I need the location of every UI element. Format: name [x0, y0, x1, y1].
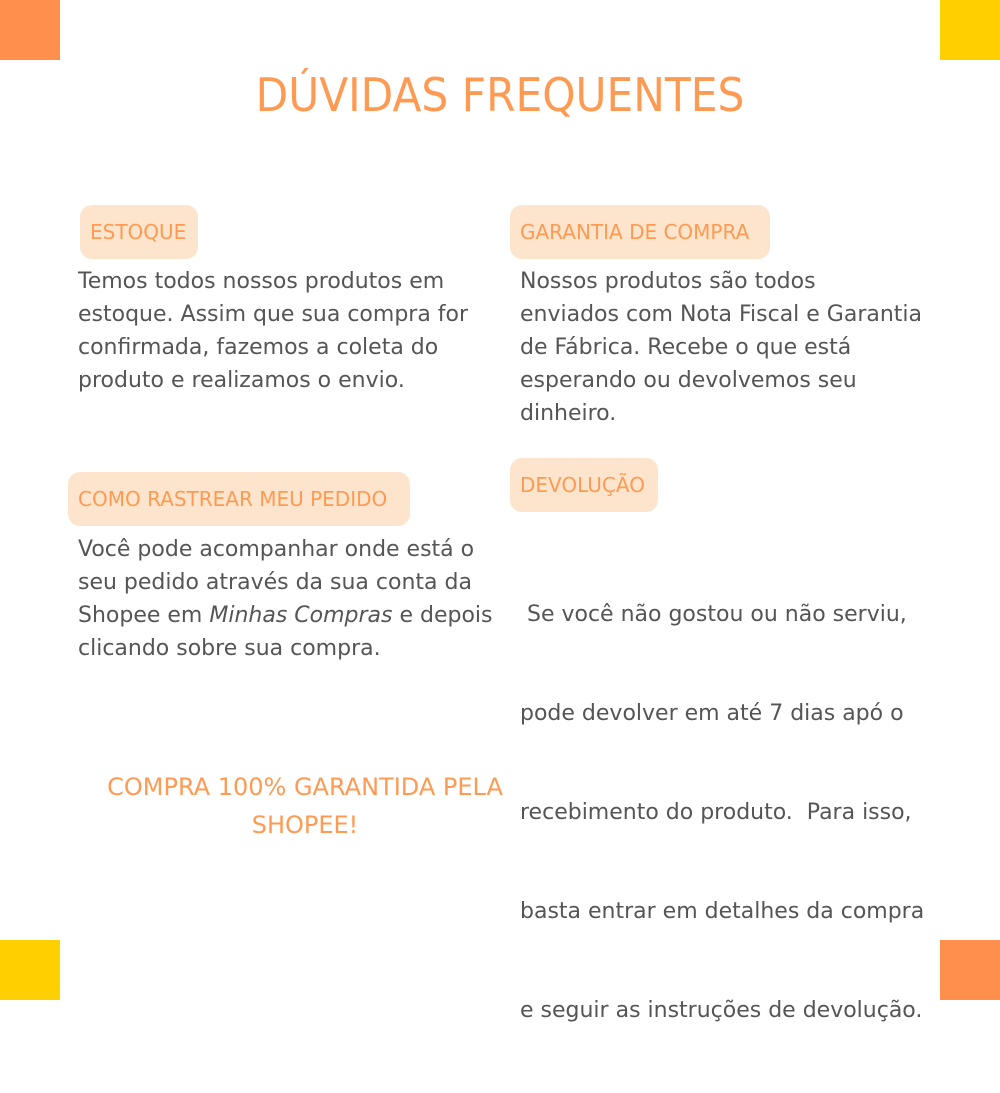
- estoque-line: Temos todos nossos produtos em: [78, 269, 445, 294]
- corner-square-top-right: [940, 0, 1000, 60]
- estoque-heading-badge: [80, 205, 198, 259]
- estoque-line: estoque. Assim que sua compra for: [78, 302, 469, 327]
- devolucao-line: e seguir as instruções de devolução.: [520, 998, 923, 1023]
- devolucao-line: pode devolver em até 7 dias apó o: [520, 701, 904, 726]
- devolucao-text: [520, 532, 960, 1093]
- devolucao-line: Se você não gostou ou não serviu,: [520, 602, 907, 627]
- rastrear-heading-badge: [68, 472, 410, 526]
- garantia-line: enviados com Nota Fiscal e Garantia: [520, 302, 923, 327]
- estoque-line: confirmada, fazemos a coleta do: [78, 335, 439, 360]
- guarantee-footer: [100, 768, 510, 844]
- garantia-heading: GARANTIA DE COMPRA: [520, 220, 750, 244]
- rastrear-line3-before: Shopee em: [78, 603, 210, 628]
- rastrear-line: [78, 599, 508, 632]
- garantia-text: [520, 265, 950, 430]
- rastrear-line: seu pedido através da sua conta da: [78, 570, 472, 595]
- garantia-line: Nossos produtos são todos: [520, 269, 816, 294]
- garantia-line: de Fábrica. Recebe o que está: [520, 335, 852, 360]
- minhas-compras-emphasis: Minhas Compras: [209, 603, 393, 628]
- garantia-line: dinheiro.: [520, 401, 617, 426]
- rastrear-heading: COMO RASTREAR MEU PEDIDO: [78, 487, 388, 511]
- devolucao-heading-badge: [510, 458, 658, 512]
- garantia-heading-badge: [510, 205, 770, 259]
- estoque-line: produto e realizamos o envio.: [78, 368, 405, 393]
- corner-square-top-left: [0, 0, 60, 60]
- page-title: DÚVIDAS FREQUENTES: [255, 68, 745, 122]
- corner-square-bottom-left: [0, 940, 60, 1000]
- estoque-heading: ESTOQUE: [90, 220, 187, 244]
- footer-line: SHOPEE!: [251, 811, 359, 839]
- estoque-text: [78, 265, 498, 397]
- devolucao-line: recebimento do produto. Para isso,: [520, 800, 912, 825]
- garantia-line: esperando ou devolvemos seu: [520, 368, 857, 393]
- rastrear-text: [78, 533, 508, 665]
- rastrear-line: Você pode acompanhar onde está o: [78, 537, 475, 562]
- footer-line: COMPRA 100% GARANTIDA PELA: [107, 773, 503, 801]
- rastrear-line3-after: e depois: [392, 603, 493, 628]
- rastrear-line: clicando sobre sua compra.: [78, 636, 381, 661]
- devolucao-heading: DEVOLUÇÃO: [520, 473, 645, 497]
- devolucao-line: basta entrar em detalhes da compra: [520, 899, 925, 924]
